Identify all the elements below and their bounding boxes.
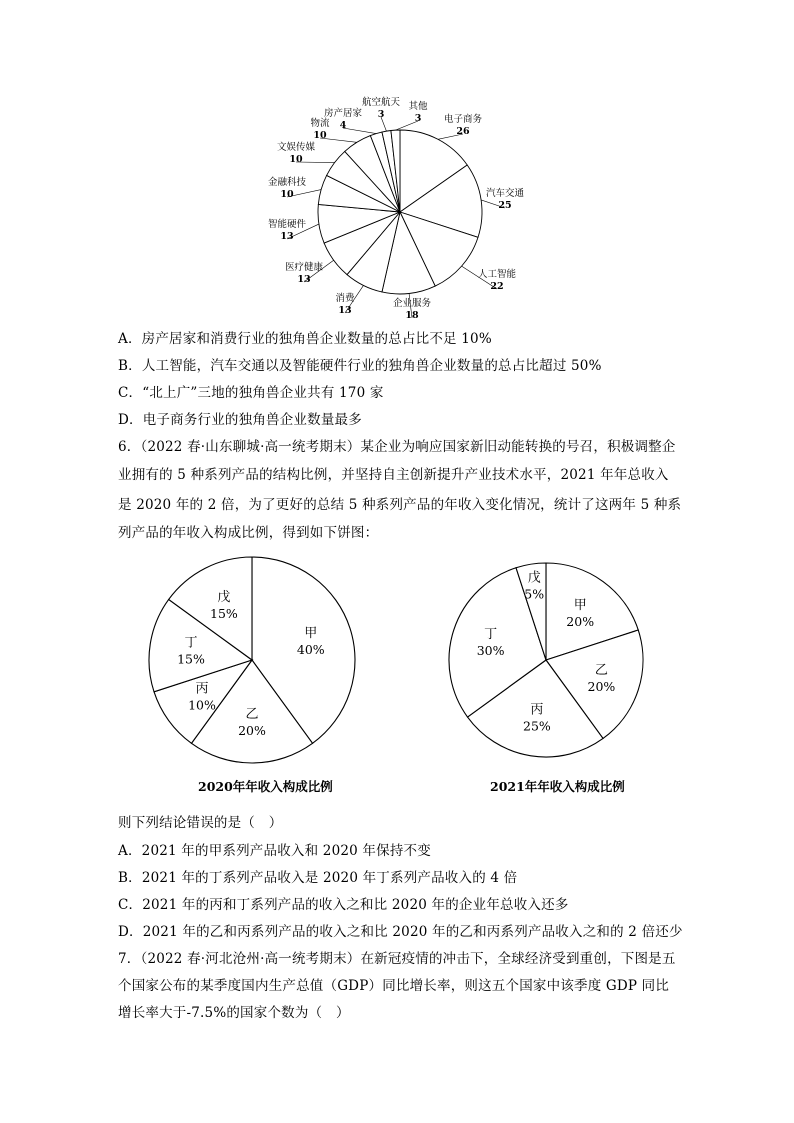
slice-value-label: 10 xyxy=(280,189,294,200)
slice-label: 消费 xyxy=(335,293,355,304)
slice-value-label: 20% xyxy=(587,679,616,694)
q5-option-a: A．房产居家和消费行业的独角兽企业数量的总占比不足 10% xyxy=(118,331,492,347)
q5-option-d: D．电子商务行业的独角兽企业数量最多 xyxy=(118,412,362,428)
slice-value-label: 10 xyxy=(313,130,327,141)
slice-label: 人工智能 xyxy=(477,269,517,280)
q6-option-c: C．2021 年的丙和丁系列产品的收入之和比 2020 年的企业年总收入还多 xyxy=(118,897,569,913)
slice-label: 丁 xyxy=(484,627,498,642)
slice-label: 甲 xyxy=(573,597,587,613)
revenue-2020-pie-chart xyxy=(149,557,355,763)
slice-label: 房产居家 xyxy=(323,108,363,119)
slice-label: 汽车交通 xyxy=(485,188,525,199)
slice-value-label: 4 xyxy=(339,120,347,131)
slice-value-label: 5% xyxy=(524,586,545,602)
q6-option-a: A．2021 年的甲系列产品收入和 2020 年保持不变 xyxy=(118,843,431,859)
slice-value-label: 15% xyxy=(210,605,238,621)
slice-label: 戊 xyxy=(527,570,541,586)
slice-label: 乙 xyxy=(594,663,608,678)
slice-label: 医疗健康 xyxy=(284,262,324,273)
q7-stem-line: 个国家公布的某季度国内生产总值（GDP）同比增长率，则这五个国家中该季度 GDP 同比 xyxy=(118,978,670,994)
slice-value-label: 25% xyxy=(523,718,551,734)
slice-value-label: 13 xyxy=(280,231,294,242)
slice-label: 丁 xyxy=(184,635,198,651)
q7-stem-line: 增长率大于-7.5%的国家个数为（ ） xyxy=(118,1005,350,1021)
q6-stem-line: 列产品的年收入构成比例，得到如下饼图： xyxy=(118,525,379,541)
slice-label: 企业服务 xyxy=(392,298,432,309)
slice-value-label: 20% xyxy=(238,722,266,738)
slice-value-label: 18 xyxy=(405,310,419,321)
slice-value-label: 22 xyxy=(490,281,504,292)
slice-value-label: 13 xyxy=(338,305,352,316)
slice-value-label: 20% xyxy=(566,613,595,629)
slice-value-label: 13 xyxy=(297,274,311,285)
q7-stem-line: 7．（2022 春·河北沧州·高一统考期末）在新冠疫情的冲击下，全球经济受到重创，下图是五 xyxy=(118,951,676,967)
revenue-2021-pie-chart xyxy=(449,563,643,757)
slice-label: 乙 xyxy=(245,706,259,722)
slice-label: 甲 xyxy=(304,625,318,641)
slice-label: 丙 xyxy=(530,702,544,718)
slice-value-label: 10 xyxy=(289,154,303,165)
q6-option-b: B．2021 年的丁系列产品收入是 2020 年丁系列产品收入的 4 倍 xyxy=(118,870,518,886)
q6-stem-line: 是 2020 年的 2 倍，为了更好的总结 5 种系列产品的年收入变化情况，统计了这两年 5 种系 xyxy=(118,497,682,513)
slice-value-label: 3 xyxy=(414,113,422,124)
slice-value-label: 15% xyxy=(177,651,205,667)
q6-option-d: D．2021 年的乙和丙系列产品的收入之和比 2020 年的乙和丙系列产品收入之和的 2 倍还少 xyxy=(118,924,683,940)
chart-caption-2020: 2020年年收入构成比例 xyxy=(198,779,333,794)
slice-label: 戊 xyxy=(217,589,231,605)
slice-label: 电子商务 xyxy=(443,114,483,125)
leader-line xyxy=(343,128,376,134)
chart-caption-2021: 2021年年收入构成比例 xyxy=(490,779,625,794)
slice-value-label: 3 xyxy=(377,109,385,120)
slice-label: 物流 xyxy=(310,118,330,129)
slice-label: 丙 xyxy=(195,681,209,697)
unicorn-industry-pie-chart xyxy=(268,96,525,321)
slice-label: 其他 xyxy=(408,101,428,112)
slice-label: 智能硬件 xyxy=(267,219,307,230)
q5-option-b: B．人工智能，汽车交通以及智能硬件行业的独角兽企业数量的总占比超过 50% xyxy=(118,358,602,374)
slice-value-label: 40% xyxy=(296,641,325,657)
slice-label: 航空航天 xyxy=(361,97,401,108)
slice-value-label: 25 xyxy=(498,200,512,211)
q5-option-c: C．“北上广”三地的独角兽企业共有 170 家 xyxy=(118,385,384,401)
slice-value-label: 30% xyxy=(476,643,505,658)
slice-label: 金融科技 xyxy=(267,177,307,188)
slice-value-label: 26 xyxy=(456,126,470,137)
q6-stem-line: 6．（2022 春·山东聊城·高一统考期末）某企业为响应国家新旧动能转换的号召，积极调整企 xyxy=(118,439,676,455)
slice-label: 文娱传媒 xyxy=(276,142,316,153)
q6-stem-line: 业拥有的 5 种系列产品的结构比例，并坚持自主创新提升产业技术水平，2021 年年总收入 xyxy=(118,467,669,483)
slice-value-label: 10% xyxy=(188,697,216,713)
q6-question: 则下列结论错误的是（ ） xyxy=(118,815,283,831)
